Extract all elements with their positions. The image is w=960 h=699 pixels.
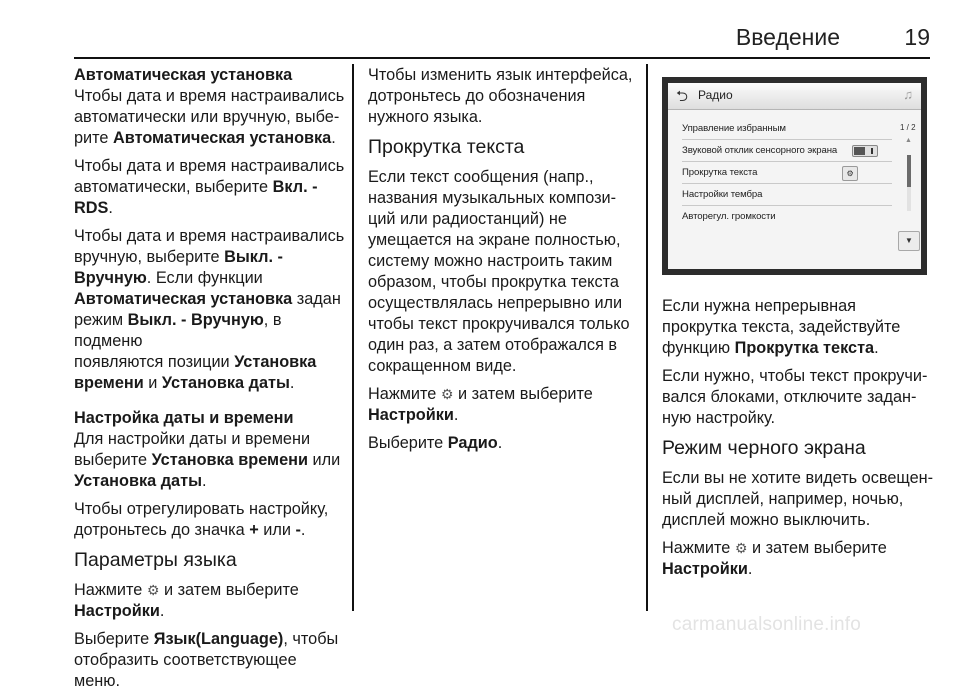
page-number: 19 bbox=[904, 24, 930, 50]
scroll-up-icon[interactable]: ▲ bbox=[905, 137, 912, 144]
section-black-screen: Режим черного экрана bbox=[662, 437, 866, 459]
paragraph: Чтобы дата и время настраивались автоматически, выберите Вкл. - RDS. bbox=[74, 157, 345, 217]
back-arrow-icon[interactable]: ⮌ bbox=[676, 88, 689, 105]
left-column bbox=[74, 65, 346, 699]
scrollbar-thumb[interactable] bbox=[907, 155, 911, 187]
menu-item-tone-settings[interactable]: Настройки тембра bbox=[682, 185, 892, 206]
paragraph: Нажмите ⚙ и затем выберите Настройки. bbox=[368, 385, 593, 424]
paragraph: Выберите Радио. bbox=[368, 434, 503, 452]
radio-title-bar bbox=[668, 83, 921, 110]
paragraph: Выберите Язык(Language), чтобы отобразить соответствующее меню. bbox=[74, 630, 339, 690]
radio-screen bbox=[668, 83, 921, 269]
menu-item-auto-volume[interactable]: Авторегул. громкости bbox=[682, 211, 776, 222]
column-divider-1 bbox=[352, 64, 354, 611]
paragraph: Нажмите ⚙ и затем выберите Настройки. bbox=[74, 581, 299, 620]
radio-screen-title: Радио bbox=[698, 88, 733, 102]
paragraph: Если вы не хотите видеть освещен- ный дисплей, например, ночью, дисплей можно выключить. bbox=[662, 469, 934, 529]
paragraph: Для настройки даты и времени выберите Установка времени или Установка даты. bbox=[74, 430, 341, 490]
paragraph: Чтобы дата и время настраивались автоматически или вручную, выбе- рите Автоматическая установка. bbox=[74, 87, 345, 147]
paragraph: Если нужно, чтобы текст прокручи- вался блоками, отключите задан- ную настройку. bbox=[662, 367, 928, 427]
settings-gear-icon[interactable]: ⚙ bbox=[842, 166, 858, 181]
paragraph: Если текст сообщения (напр., названия музыкальных компози- ций или радиостанций) не умещается на экране полностью, систему можно настроить таким образом, чтобы прокрутка текста осуществлялась непрерывно или чтобы текст прокручивался только один раз, а затем отображался в сокращенном виде. bbox=[368, 168, 630, 375]
paragraph: Чтобы дата и время настраивались вручную, выберите Выкл. - Вручную. Если функции Автоматическая установка задан режим Выкл. - Вручную, в подменю появляются позиции Установка времени и Установка даты. bbox=[74, 227, 345, 392]
scroll-down-button[interactable]: ▼ bbox=[898, 231, 920, 251]
settings-gear-icon: ⚙ bbox=[440, 386, 454, 402]
watermark: carmanualsonline.info bbox=[672, 614, 862, 635]
page-indicator: 1 / 2 bbox=[900, 123, 916, 132]
right-column bbox=[662, 296, 938, 587]
paragraph: Чтобы отрегулировать настройку, дотроньтесь до значка + или -. bbox=[74, 500, 329, 539]
settings-gear-icon: ⚙ bbox=[146, 582, 160, 598]
page-header-title: Введение bbox=[735, 24, 840, 50]
column-divider-2 bbox=[646, 64, 648, 611]
menu-item-touch-feedback[interactable]: Звуковой отклик сенсорного экрана bbox=[682, 141, 892, 162]
header-rule bbox=[74, 57, 930, 59]
menu-item-text-scroll[interactable]: Прокрутка текста ⚙ bbox=[682, 163, 892, 184]
toggle-switch[interactable] bbox=[852, 145, 878, 157]
paragraph: Чтобы изменить язык интерфейса, дотроньтесь до обозначения нужного языка. bbox=[368, 66, 633, 126]
section-language: Параметры языка bbox=[74, 549, 237, 571]
heading-date-time-setting: Настройка даты и времени bbox=[74, 409, 294, 427]
middle-column bbox=[368, 65, 644, 461]
paragraph: Нажмите ⚙ и затем выберите Настройки. bbox=[662, 539, 887, 578]
paragraph: Если нужна непрерывная прокрутка текста, задействуйте функцию Прокрутка текста. bbox=[662, 297, 901, 357]
section-text-scroll: Прокрутка текста bbox=[368, 136, 525, 158]
settings-gear-icon: ⚙ bbox=[734, 540, 748, 556]
heading-auto-setting: Автоматическая установка bbox=[74, 66, 293, 84]
menu-item-favorites[interactable]: Управление избранным bbox=[682, 119, 892, 140]
music-note-icon: ♫ bbox=[903, 87, 913, 102]
radio-settings-screenshot bbox=[662, 77, 927, 275]
